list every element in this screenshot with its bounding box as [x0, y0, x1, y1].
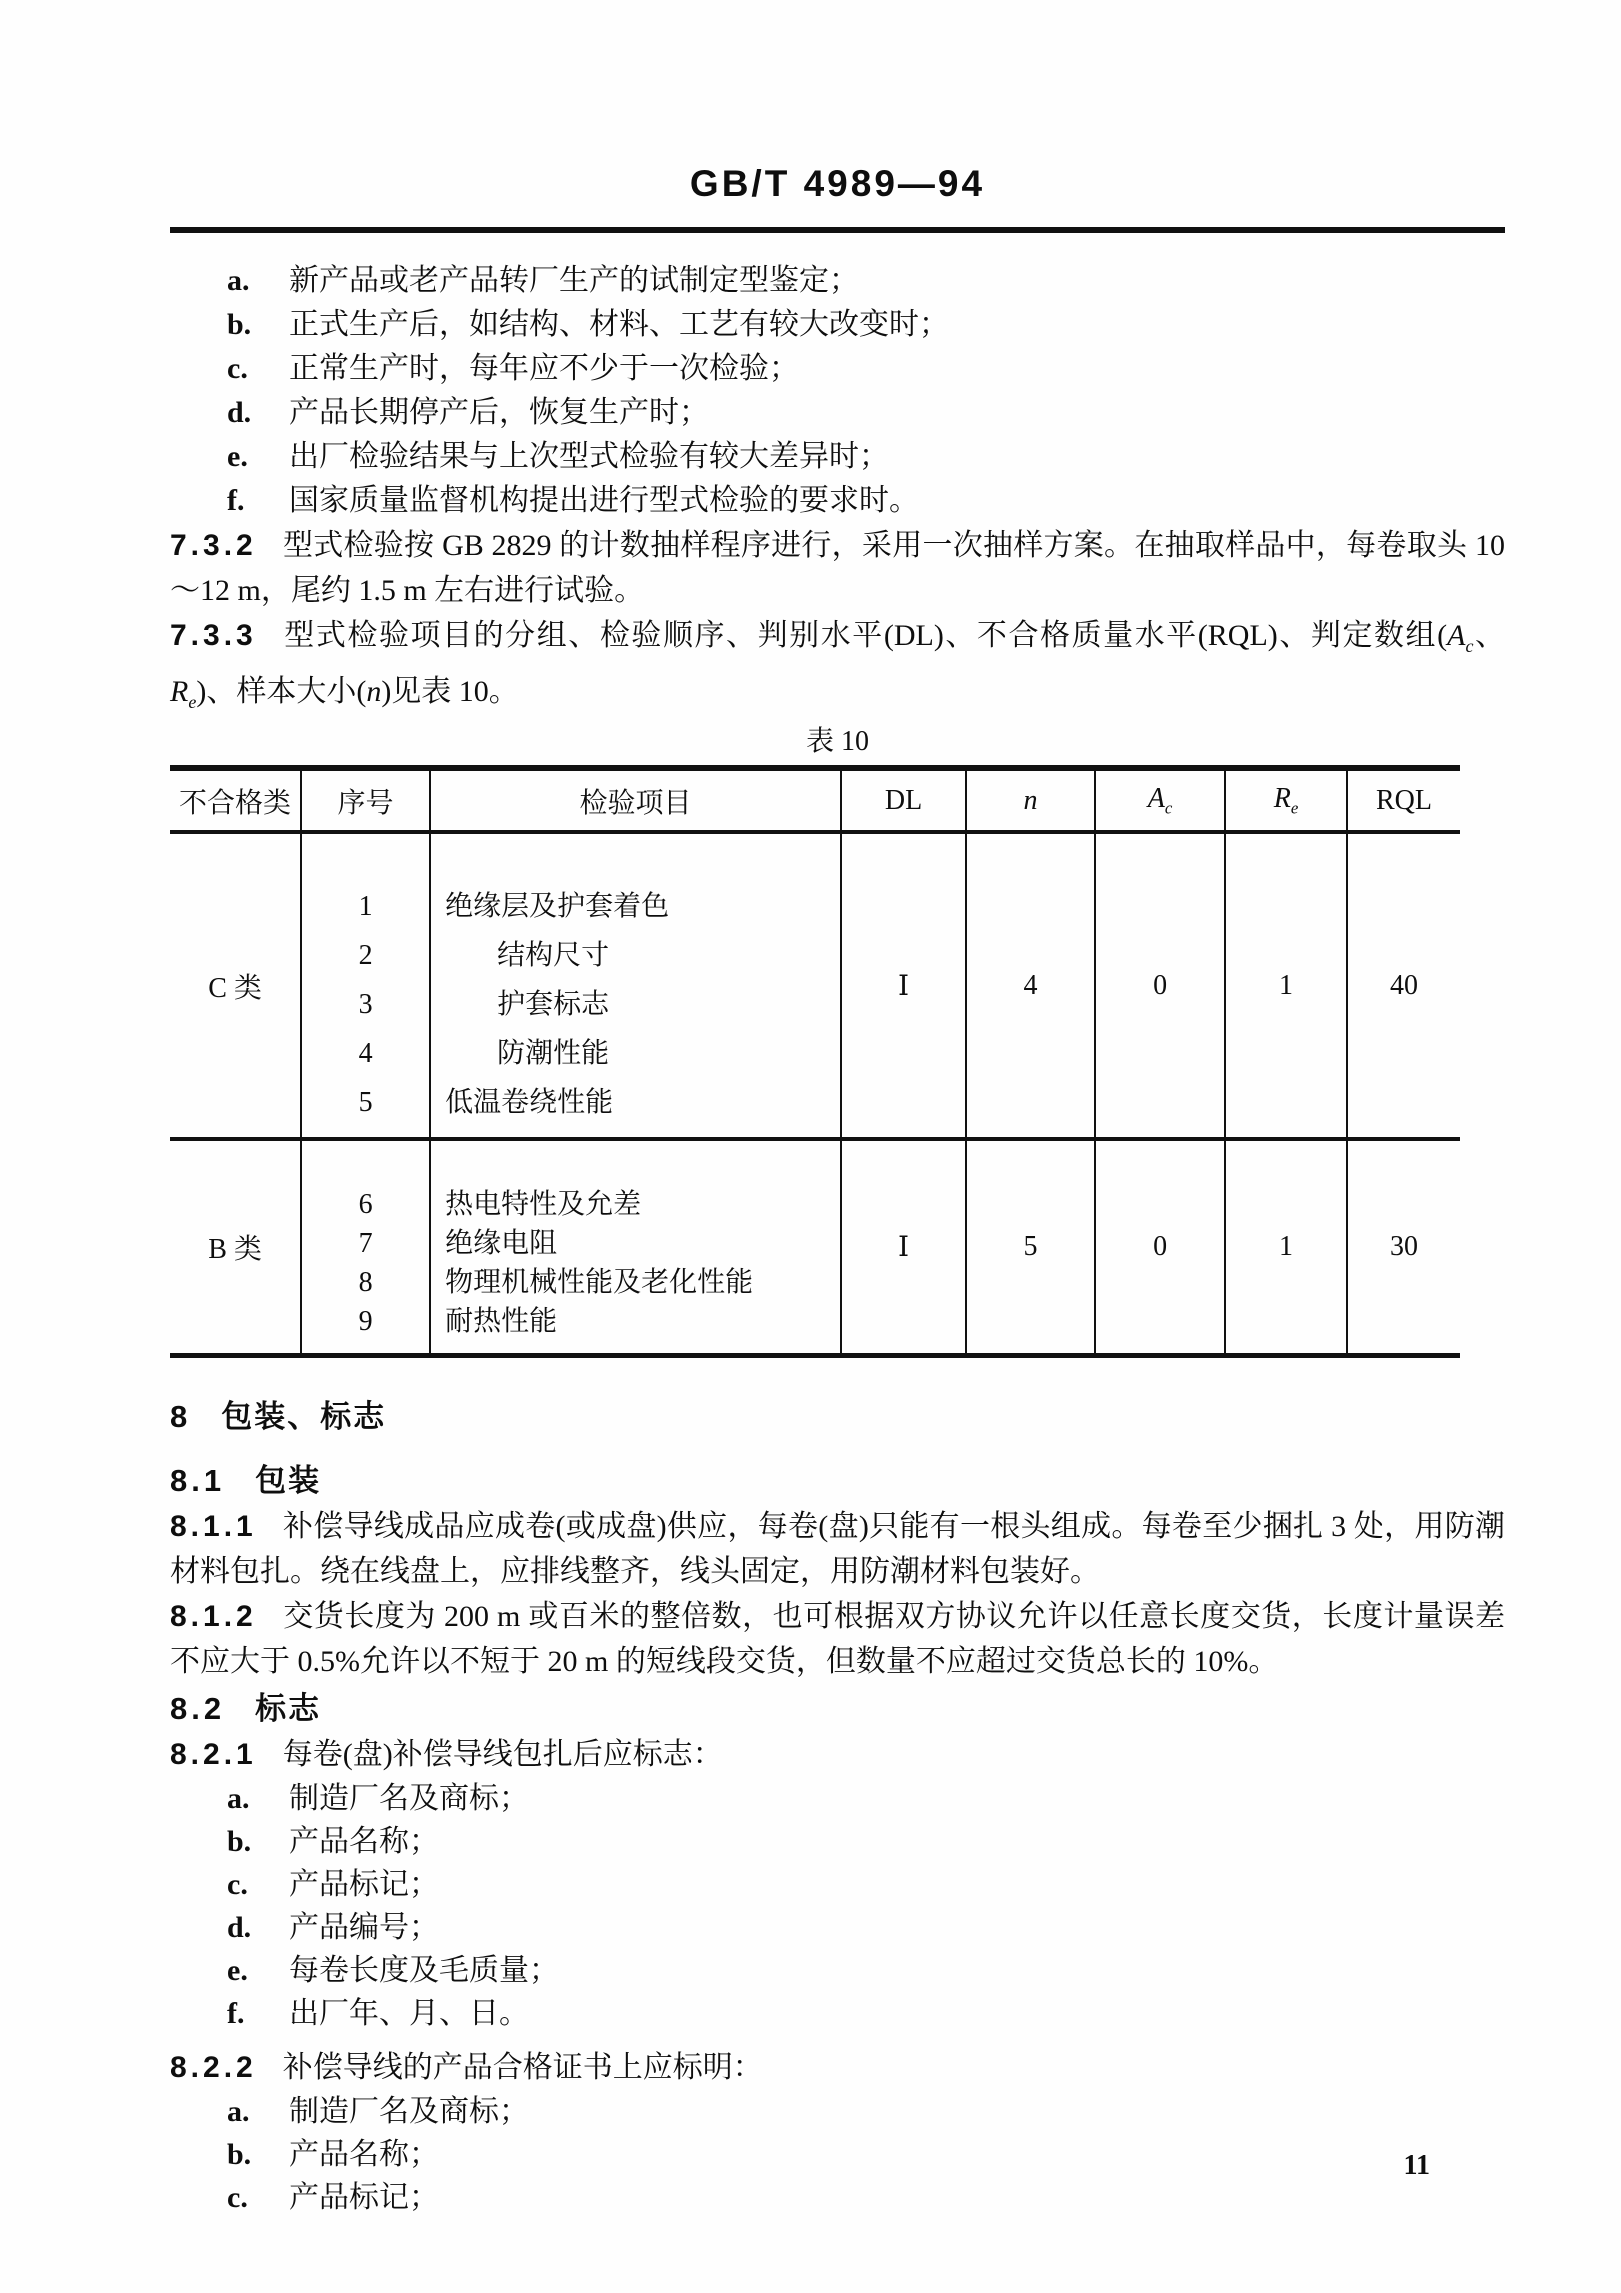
ac-value: 0 — [1095, 832, 1225, 1139]
clause-8-1-2 — [170, 1594, 1505, 1684]
dl-value: Ⅰ — [841, 1139, 966, 1356]
list-item-text: 制造厂名及商标； — [289, 1782, 529, 1815]
ac-value: 0 — [1095, 1139, 1225, 1356]
section-title: 包装、标志 — [221, 1399, 387, 1434]
rql-value: 30 — [1347, 1139, 1460, 1356]
clause-number: 8.2.2 — [170, 2051, 257, 2084]
type-test-condition-list — [170, 259, 1505, 523]
list-item-text: 产品标记； — [289, 2181, 439, 2214]
certificate-marking-list — [170, 2090, 1505, 2219]
list-item-label: e. — [227, 1954, 248, 1987]
clause-text: 型式检验按 GB 2829 的计数抽样程序进行，采用一次抽样方案。在抽取样品中，每卷取头 10～12 m，尾约 1.5 m 左右进行试验。 — [170, 529, 1505, 607]
n-value: 4 — [966, 832, 1095, 1139]
serial-numbers: 1 2 3 4 5 — [301, 832, 430, 1139]
n-value: 5 — [966, 1139, 1095, 1356]
clause-text: 补偿导线的产品合格证书上应标明： — [282, 2051, 763, 2084]
list-item-label: c. — [227, 1868, 248, 1901]
clause-8-1-1 — [170, 1504, 1505, 1594]
list-item — [170, 1949, 1505, 1992]
section-number: 8 — [170, 1399, 192, 1434]
dl-value: Ⅰ — [841, 832, 966, 1139]
standard-number: GB/T 4989—94 — [689, 163, 986, 204]
table-10 — [170, 765, 1460, 1358]
clause-text: 每卷(盘)补偿导线包扎后应标志： — [282, 1738, 723, 1771]
reel-marking-list — [170, 1777, 1505, 2035]
table-caption: 表 10 — [805, 726, 869, 757]
list-item-text: 正式生产后，如结构、材料、工艺有较大改变时； — [289, 308, 949, 341]
list-item-text: 产品长期停产后，恢复生产时； — [289, 396, 709, 429]
list-item — [170, 1777, 1505, 1820]
header-rule — [170, 227, 1505, 233]
list-item — [170, 391, 1505, 435]
list-item — [170, 2090, 1505, 2133]
list-item — [170, 1992, 1505, 2035]
clause-7-3-3 — [170, 613, 1505, 725]
re-value: 1 — [1225, 832, 1347, 1139]
list-item — [170, 2133, 1505, 2176]
section-8-heading — [170, 1394, 1505, 1440]
list-item-label: a. — [227, 2095, 250, 2128]
list-item-text: 产品名称； — [289, 2138, 439, 2171]
section-8-2-heading — [170, 1686, 1505, 1732]
list-item-label: b. — [227, 1825, 252, 1858]
col-ac: $A_c$ — [1095, 768, 1225, 832]
list-item — [170, 479, 1505, 523]
clause-number: 7.3.2 — [170, 529, 257, 562]
table-header-row — [170, 768, 1460, 832]
test-items: 绝缘层及护套着色 结构尺寸 护套标志 防潮性能 低温卷绕性能 — [430, 832, 841, 1139]
col-defect-class: 不合格类 — [170, 768, 301, 832]
table-row-class-c — [170, 832, 1460, 1139]
list-item-label: a. — [227, 264, 250, 297]
clause-number: 8.1.1 — [170, 1510, 257, 1543]
list-item-label: e. — [227, 440, 248, 473]
list-item-label: b. — [227, 308, 252, 341]
list-item-label: f. — [227, 484, 245, 517]
clause-text: 补偿导线成品应成卷(或成盘)供应，每卷(盘)只能有一根头组成。每卷至少捆扎 3 处，用防潮材料包扎。绕在线盘上，应排线整齐，线头固定，用防潮材料包装好。 — [170, 1510, 1505, 1588]
list-item — [170, 347, 1505, 391]
list-item-text: 每卷长度及毛质量； — [289, 1954, 559, 1987]
col-serial-no: 序号 — [301, 768, 430, 832]
list-item-text: 产品编号； — [289, 1911, 439, 1944]
list-item-label: f. — [227, 1997, 245, 2030]
list-item-text: 国家质量监督机构提出进行型式检验的要求时。 — [289, 484, 919, 517]
rql-value: 40 — [1347, 832, 1460, 1139]
list-item-label: d. — [227, 396, 252, 429]
page-number: 11 — [1403, 2150, 1430, 2181]
list-item — [170, 435, 1505, 479]
list-item-text: 产品标记； — [289, 1868, 439, 1901]
clause-8-2-1 — [170, 1732, 1505, 1777]
list-item — [170, 259, 1505, 303]
list-item-text: 制造厂名及商标； — [289, 2095, 529, 2128]
list-item-label: a. — [227, 1782, 250, 1815]
serial-numbers: 6 7 8 9 — [301, 1139, 430, 1356]
clause-number: 8.2.1 — [170, 1738, 257, 1771]
class-label: C 类 — [170, 832, 301, 1139]
col-n: n — [966, 768, 1095, 832]
table-row-class-b — [170, 1139, 1460, 1356]
list-item — [170, 303, 1505, 347]
list-item — [170, 1906, 1505, 1949]
list-item — [170, 2176, 1505, 2219]
section-number: 8.1 — [170, 1463, 226, 1498]
clause-text: 交货长度为 200 m 或百米的整倍数，也可根据双方协议允许以任意长度交货，长度计量误差不应大于 0.5%允许以不短于 20 m 的短线段交货，但数量不应超过交货总长的 10%。 — [170, 1600, 1505, 1678]
test-items: 热电特性及允差 绝缘电阻 物理机械性能及老化性能 耐热性能 — [430, 1139, 841, 1356]
col-dl: DL — [841, 768, 966, 832]
section-title: 标志 — [255, 1691, 322, 1726]
class-label: B 类 — [170, 1139, 301, 1356]
clause-text: 型式检验项目的分组、检验顺序、判别水平(DL)、不合格质量水平(RQL)、判定数组($A_c$、$R_e$)、样本大小(n)见表 10。 — [170, 619, 1505, 712]
section-number: 8.2 — [170, 1691, 226, 1726]
clause-8-2-2 — [170, 2045, 1505, 2090]
list-item-text: 出厂年、月、日。 — [289, 1997, 529, 2030]
section-8-1-heading — [170, 1458, 1505, 1504]
section-title: 包装 — [255, 1463, 322, 1498]
list-item-label: d. — [227, 1911, 252, 1944]
col-rql: RQL — [1347, 768, 1460, 832]
list-item-text: 出厂检验结果与上次型式检验有较大差异时； — [289, 440, 889, 473]
list-item-text: 产品名称； — [289, 1825, 439, 1858]
list-item-label: b. — [227, 2138, 252, 2171]
clause-number: 7.3.3 — [170, 619, 257, 652]
list-item-text: 新产品或老产品转厂生产的试制定型鉴定； — [289, 264, 859, 297]
clause-7-3-2 — [170, 523, 1505, 613]
list-item — [170, 1863, 1505, 1906]
re-value: 1 — [1225, 1139, 1347, 1356]
list-item-label: c. — [227, 2181, 248, 2214]
list-item-text: 正常生产时，每年应不少于一次检验； — [289, 352, 799, 385]
col-re: $R_e$ — [1225, 768, 1347, 832]
list-item — [170, 1820, 1505, 1863]
list-item-label: c. — [227, 352, 248, 385]
col-test-item: 检验项目 — [430, 768, 841, 832]
clause-number: 8.1.2 — [170, 1600, 257, 1633]
